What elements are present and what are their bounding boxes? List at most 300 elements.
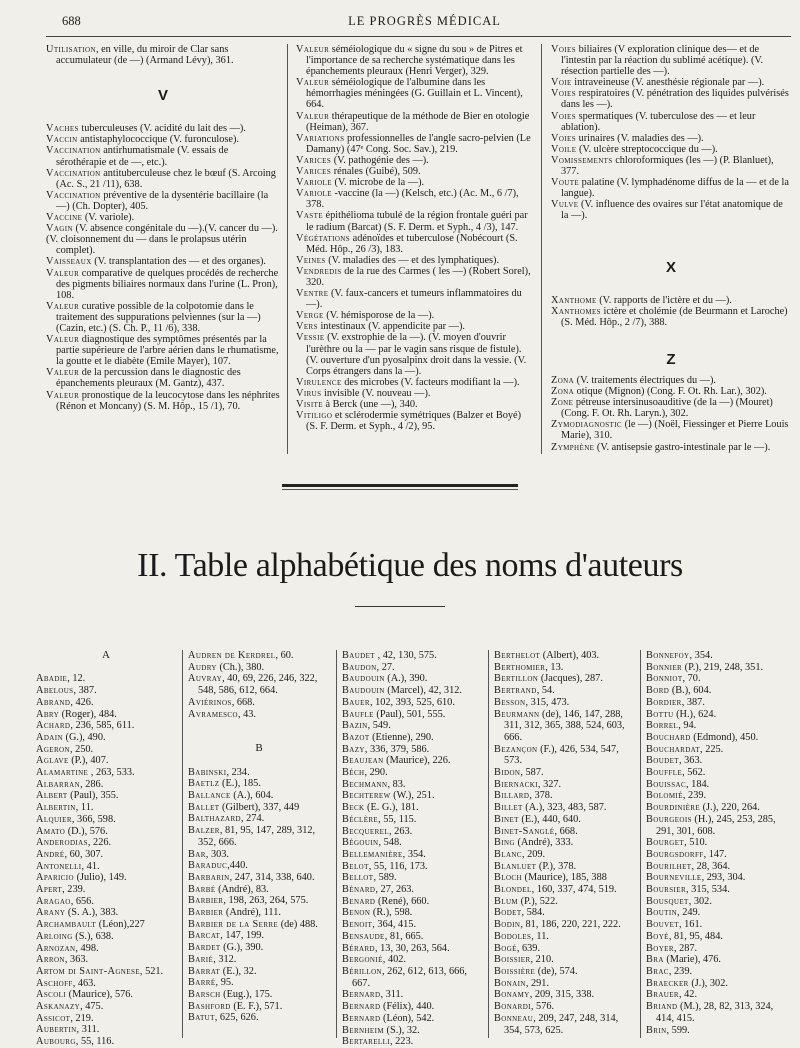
author-name: Amato [36,825,66,837]
author-name: Béch [342,767,365,779]
author-pages: , 387. [73,685,97,697]
author-column-5 [646,650,790,1036]
author-name: Beck [342,802,365,814]
author-entry [646,697,790,709]
author-pages: ,440. [227,860,248,872]
author-entry [494,650,634,662]
author-name: Barcat [188,930,221,942]
author-pages: , 402. [382,954,406,966]
author-pages: , 290. [364,767,388,779]
author-entry [188,1012,330,1024]
index-entry [296,188,534,210]
author-entry [342,697,482,709]
entry-keyword: Valeur [46,367,80,379]
author-pages: , 656. [70,895,94,907]
author-name: Babinski [188,766,227,778]
author-pages: (A.), 390. [384,673,428,685]
author-entry [646,662,790,674]
author-name: Bouvet [646,919,679,931]
author-name: Batut [188,1012,215,1024]
author-name: Boissière [494,965,536,977]
author-entry [494,849,634,861]
author-entry [342,861,482,873]
author-name: Bardet [188,942,221,954]
author-pages: , 223. [390,1036,414,1048]
entry-keyword: Zymphène [551,441,595,453]
author-entry [36,673,176,685]
entry-keyword: Valeur [296,44,330,55]
author-entry [36,779,176,791]
author-entry [646,709,790,721]
author-name: Balzer [188,825,220,837]
author-name: Billet [494,802,523,814]
subject-column-2 [296,44,534,432]
author-pages: (Marie), 476. [663,954,721,966]
entry-keyword: Vaccination [46,145,101,157]
index-entry [296,410,534,432]
author-entry [188,966,330,978]
author-pages: , 198, 263, 264, 575. [223,895,309,907]
author-pages: (Jacques), 287. [538,673,603,685]
author-name: Boutin [646,907,678,919]
author-pages: , 11. [531,930,549,942]
entry-keyword: Zone [551,397,574,409]
author-pages: , 147, 199. [220,930,264,942]
index-entry [46,123,280,134]
author-entry [646,755,790,767]
author-name: Bérillon [342,965,383,977]
author-pages: , 184. [686,778,710,790]
author-entry [494,744,634,767]
author-name: Ballance [188,790,231,802]
author-pages: , 263. [389,825,413,837]
entry-keyword: Valeur [46,389,80,401]
entry-text: (V. pathogénie des —). [331,154,429,166]
author-name: Benon [342,907,371,919]
author-entry [646,744,790,756]
author-name: Bonain [494,977,526,989]
author-name: Brin [646,1024,667,1036]
author-pages: (A.), 604. [230,790,274,802]
entry-text: (V. rapports de l'ictère et du —). [596,294,732,306]
author-entry [342,896,482,908]
entry-text: de la percussion dans le diagnostic des épanchements pleuraux (M. Gantz), 437. [56,367,241,390]
entry-text: (V. influence des ovaires sur l'état anatomique de la —). [561,199,783,222]
author-name: Bra [646,954,664,966]
author-pages: , 250. [69,743,94,755]
index-entry [551,375,791,386]
author-entry [36,978,176,990]
author-name: Adain [36,731,63,743]
author-pages: , 42. [679,989,698,1001]
index-entry [551,44,791,77]
author-name: Bodet [494,907,522,919]
author-pages: (Paul), 501, 555. [373,708,446,720]
index-entry [46,367,280,389]
author-pages: , 209. [521,848,546,860]
author-name: Antonelli [36,860,82,872]
author-pages: , 81, 665. [384,930,424,942]
index-entry [296,332,534,376]
author-entry [188,790,330,802]
author-name: Blanc [494,848,522,860]
author-pages: (P.), 407. [68,755,109,767]
author-entry [646,966,790,978]
entry-keyword: Valeur [296,110,330,122]
author-pages: (J.), 302. [688,977,728,989]
author-pages: (René), 660. [375,895,430,907]
author-entry [188,673,330,696]
index-entry [551,199,791,221]
author-entry [36,1024,176,1036]
index-entry [296,399,534,410]
author-pages: (P.), 219, 248, 351. [682,661,764,673]
author-pages: , 625, 626. [214,1012,259,1024]
entry-keyword: Veines [296,254,326,266]
index-entry [46,145,280,167]
author-pages: (Paul), 355. [67,790,119,802]
entry-keyword: Vitiligo [296,410,333,422]
index-entry [551,88,791,110]
author-name: Bing [494,837,515,849]
author-name: Arloing [36,930,73,942]
author-name: Bernard [342,1001,381,1013]
author-name: Boursier [646,884,687,896]
author-name: Aragao [36,895,71,907]
author-name: Bourgeois [646,813,692,825]
author-name: Bourgsdorff [646,848,704,860]
section-letter-x: X [665,258,676,276]
author-pages: (Roger), 484. [59,708,117,720]
entry-text: (V. antisepsie gastro-intestinale par le —). [594,441,771,453]
entry-keyword: Vaches [46,123,79,135]
author-entry [494,662,634,674]
author-entry [36,989,176,1001]
author-name: Bord [646,685,670,697]
author-entry [494,861,634,873]
author-entry [36,943,176,955]
author-pages: , 336, 379, 586. [364,743,430,755]
index-entry [46,134,280,145]
section-rule-thin [282,489,518,490]
author-name: Barié [188,953,214,965]
index-entry [296,388,534,399]
author-entry [494,697,634,709]
author-name: Bonnier [646,661,683,673]
author-name: Barrat [188,965,221,977]
author-name: Barbier [188,907,224,919]
author-entry [342,802,482,814]
entry-text: (V. cloisonnement du — dans le prolapsus utérin complet). [46,234,247,257]
author-name: Baudouin [342,685,385,697]
entry-keyword: Valeur [296,77,330,89]
author-entry [36,1036,176,1048]
author-pages: , 60, 307. [64,848,104,860]
author-pages: (M.), 28, 82, 313, 324, 414, 415. [656,1001,774,1024]
entry-keyword: Voile [551,143,577,155]
author-pages: , 27. [376,661,395,673]
author-pages: , 521. [139,965,164,977]
entry-keyword: Virus [296,387,322,399]
author-entry [646,872,790,884]
entry-text: (V. exstrophie de la —). (V. moyen d'ouvrir l'urèthre ou la — par le vagin sans risque de fistule). (V. ouverture d'un pyosalpinx droit dans la vessie. (V. Corps étrangers dans la —). [306,332,527,377]
author-entry [646,989,790,1001]
page-header [62,12,787,32]
author-entry [188,802,330,814]
author-name: Bonamy [494,989,530,1001]
author-name: Blondel [494,884,532,896]
author-name: Abelous [36,685,74,697]
author-name: Beurmann [494,708,540,720]
author-name: Belot [342,860,369,872]
author-entry [342,720,482,732]
entry-keyword: Variole [296,188,332,200]
author-entry [36,896,176,908]
author-pages: , 27, 263. [375,884,415,896]
author-pages: , 60. [275,650,294,661]
author-pages: (Maurice), 576. [66,989,133,1001]
author-entry [646,861,790,873]
author-pages: , 225. [700,743,724,755]
author-name: Archambault [36,919,97,931]
author-pages: (W.), 251. [390,790,435,802]
entry-text: rénales (Guibé), 509. [331,166,421,178]
author-name: Bodin [494,919,521,931]
entry-keyword: Zona [551,386,575,398]
author-name: Barbarin [188,871,230,883]
author-pages: , 378. [529,790,553,802]
author-pages: (Léon),227 [96,919,145,931]
author-entry [646,849,790,861]
author-name: Blum [494,895,519,907]
entry-keyword: Zymodiagnostic [551,419,623,431]
author-name: Bottu [646,708,674,720]
author-name: Bellemanière [342,848,403,860]
author-pages: (Albert), 403. [540,650,600,661]
author-name: André [36,848,65,860]
author-entry [494,954,634,966]
column-divider [287,44,288,454]
author-entry [342,744,482,756]
index-entry [46,268,280,301]
author-name: Berthelot [494,650,541,661]
author-entry [494,685,634,697]
subject-column-3 [551,44,791,453]
author-pages: (S.), 638. [72,930,114,942]
entry-keyword: Voie [551,77,572,89]
author-entry [342,814,482,826]
author-pages: , 11. [75,802,94,814]
section-rule-thick [282,484,518,487]
author-pages: (André), 83. [215,883,269,895]
author-name: Barbier [188,895,224,907]
author-pages: , 668. [554,825,578,837]
author-entry [342,919,482,931]
index-entry [296,233,534,255]
author-name: Audry [188,661,217,673]
author-pages: (B.), 604. [669,685,712,697]
author-name: Bertrand [494,685,537,697]
author-pages: , 161. [679,919,703,931]
author-pages: , 475. [80,1001,104,1013]
author-pages: , 549. [367,720,391,732]
author-pages: (Marcel), 42, 312. [384,685,462,697]
entry-text: thérapeutique de la méthode de Bier en otologie (Heiman), 367. [306,110,530,133]
author-entry [36,1001,176,1013]
index-entry [296,111,534,133]
author-entry [342,954,482,966]
index-entry [296,166,534,177]
author-entry [342,709,482,721]
entry-keyword: Varices [296,166,332,178]
author-name: Bechterew [342,790,391,802]
author-name: Binet-Sanglé [494,825,555,837]
entry-keyword: Vomissements [551,154,613,166]
author-name: Alquier [36,813,72,825]
author-name: Bérard [342,942,375,954]
author-name: Bergonié [342,954,383,966]
author-entry [188,662,330,674]
author-pages: (D.), 576. [65,825,108,837]
author-pages: , 81, 186, 220, 221, 222. [520,919,621,931]
author-entry [646,802,790,814]
author-name: Billard [494,790,530,802]
entry-text: séméiologique du « signe du sou » de Pitres et l'importance de sa recherche systématique dans les épanchements pleuraux (Henri Verger), 329. [306,44,523,78]
author-pages: , 639. [516,942,541,954]
author-pages: (J.), 220, 264. [700,802,760,814]
entry-keyword: Vaccination [46,189,101,201]
entry-text: (V. ulcère streptococcique du —). [576,143,718,155]
author-entry [646,673,790,685]
author-name: Brac [646,965,669,977]
entry-keyword: Vaccin [46,134,78,146]
entry-keyword: Zona [551,374,575,386]
author-pages: , 13. [545,661,564,673]
index-entry [551,419,791,441]
author-pages: (André), 111. [223,907,281,919]
author-pages: , 287. [673,942,698,954]
author-name: Bloch [494,872,522,884]
header-rule [46,36,791,37]
author-pages: (Eug.), 175. [220,988,273,1000]
author-name: Borrel [646,720,679,732]
author-pages: , 81, 95, 484. [668,930,723,942]
entry-keyword: Xanthome [551,294,597,306]
author-entry [494,790,634,802]
author-name: Barsch [188,988,221,1000]
author-name: Bonneau [494,1012,534,1024]
author-pages: (Félix), 440. [380,1001,435,1013]
author-name: Bodoles [494,930,532,942]
author-pages: , 498. [75,942,99,954]
author-entry [188,895,330,907]
author-entry [494,673,634,685]
author-pages: (G.), 490. [62,731,106,743]
author-pages: , 40, 69, 226, 246, 322, 548, 586, 612, 664. [198,673,318,697]
author-entry [646,954,790,966]
author-name: Askanazy [36,1001,81,1013]
section-letter-z: Z [666,350,676,368]
author-pages: , 147. [703,848,727,860]
author-pages: , 219. [70,1012,94,1024]
entry-keyword: Vessie [296,332,325,344]
author-entry [188,1001,330,1013]
author-pages: , 234. [226,766,250,778]
author-name: Bertillon [494,673,539,685]
author-pages: , 247, 314, 338, 640. [229,871,315,883]
author-entry [188,977,330,989]
author-pages: , 548. [378,837,402,849]
author-name: Achard [36,720,71,732]
author-column-1 [36,650,176,1048]
author-entry [494,802,634,814]
author-name: Ballet [188,801,220,813]
author-pages: , 239. [62,884,86,896]
author-entry [36,697,176,709]
entry-text: préventive de la dysentérie bacillaire (la —) (Ch. Dopter), 405. [56,189,269,212]
author-entry [36,720,176,732]
author-name: Barbé [188,883,216,895]
author-name: Abadie [36,673,68,685]
author-name: Bazin [342,720,368,732]
entry-keyword: Vendredis [296,265,342,277]
index-entry [296,133,534,155]
entry-keyword: Végétations [296,232,351,244]
index-entry [46,256,280,267]
author-name: Biernacki [494,778,538,790]
entry-text: et sclérodermie symétriques (Balzer et Boyé) (S. F. Derm. et Syph., 4 /2), 95. [306,410,521,433]
entry-text: urinaires (V. maladies des —). [576,132,704,144]
author-entry [494,826,634,838]
author-name: Apert [36,884,63,896]
author-entry [646,884,790,896]
author-entry [188,767,330,779]
author-entry [188,872,330,884]
author-pages: , 589. [373,872,397,884]
index-entry [46,212,280,223]
column-divider [182,650,183,1038]
author-pages: (Ch.), 380. [216,661,265,673]
entry-text: antistaphylococcique (V. furonculose). [77,134,239,146]
author-pages: , 43. [237,708,256,720]
author-letter-a: A [102,649,110,661]
author-entry [36,872,176,884]
author-pages: , 70. [682,673,701,685]
entry-text: -vaccine (la —) (Kelsch, etc.) (Ac. M., 6 /7), 378. [306,188,519,211]
author-name: Bernard [342,1012,381,1024]
entry-text: diagnostique des symptômes présentés par la partie supérieure de l'arbre aérien dans le rhumatisme, la goutte et le diabète (Emile Mayer), 107. [56,334,279,368]
author-entry [646,896,790,908]
index-entry [296,177,534,188]
author-pages: (H.), 624. [673,708,717,720]
entry-text: épithélioma tubulé de la région frontale guéri par le radium (Barcat) (S. F. Derm. et Syph., 4 /3), 147. [306,210,528,233]
entry-text: palatine (V. lymphadénome diffus de la — et de la langue). [561,177,789,200]
index-entry [296,310,534,321]
author-name: Benoit [342,919,373,931]
author-entry [646,767,790,779]
author-column-4 [494,650,634,1036]
author-pages: , 364, 415. [372,919,417,931]
index-entry [46,390,280,412]
index-entry [296,77,534,110]
author-pages: , 363. [64,954,89,966]
author-entry [494,989,634,1001]
column-divider [488,650,489,1038]
author-name: Bar [188,848,206,860]
author-name: Bechmann [342,778,388,790]
author-pages: (de), 146, 147, 288, 311, 312, 365, 388, 524, 603, 666. [504,708,625,743]
author-entry [188,930,330,942]
